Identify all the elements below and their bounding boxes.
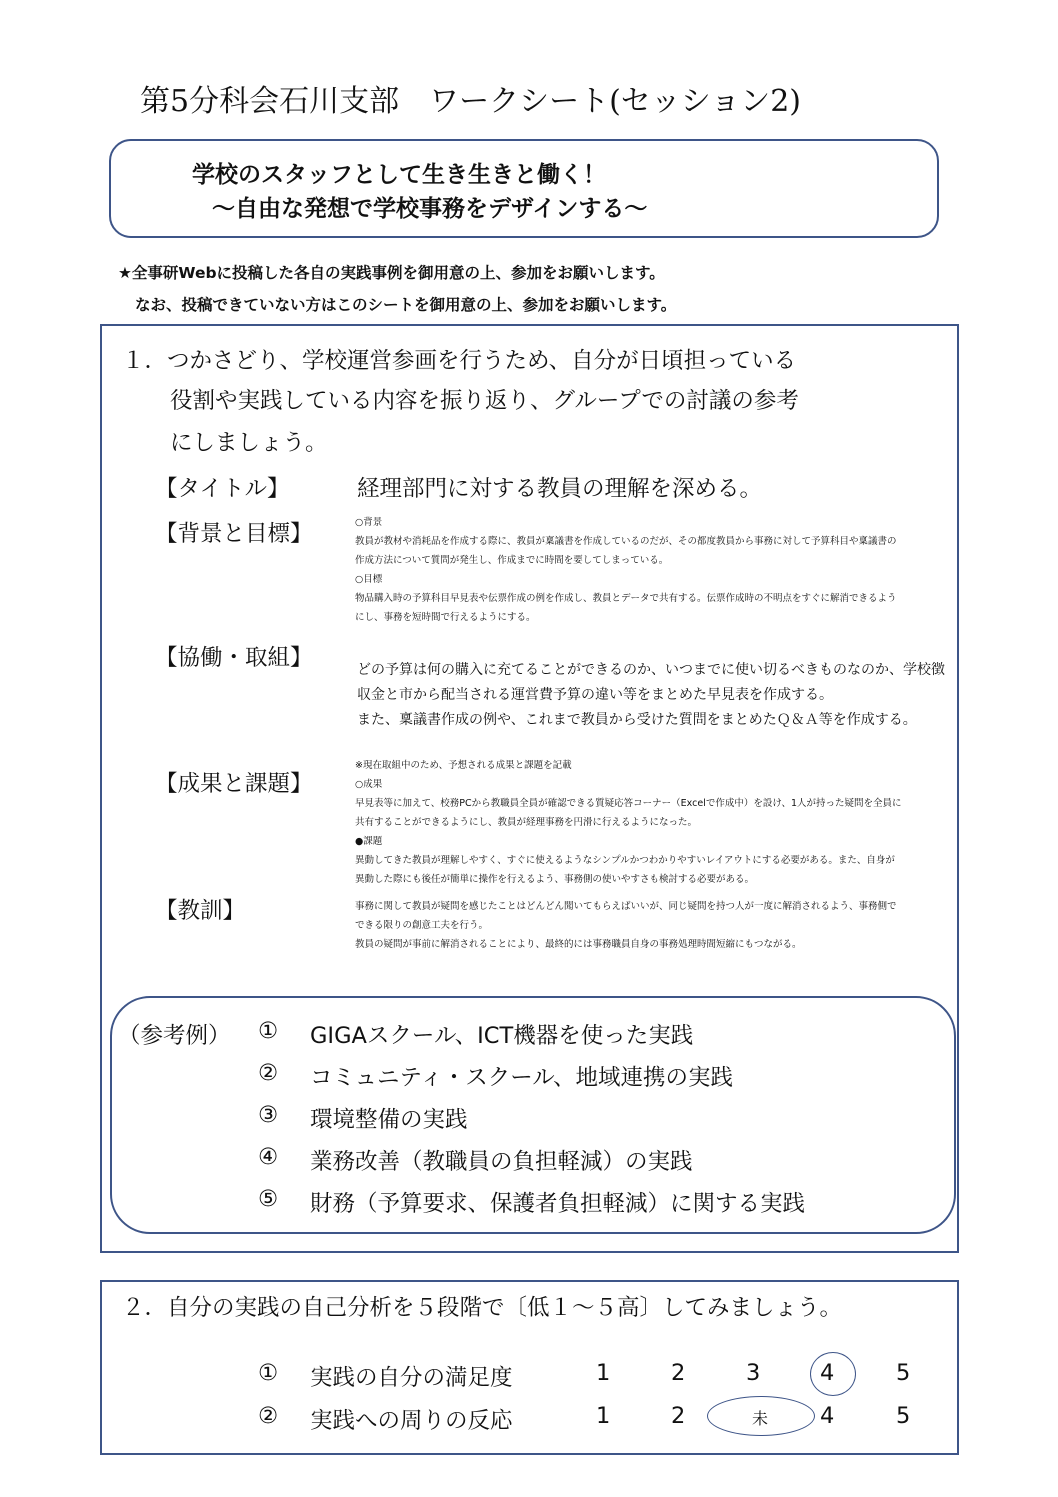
rating-num: ②	[258, 1403, 279, 1429]
background-line: ○背景	[355, 517, 383, 528]
section1-question-line3: にしましょう。	[170, 430, 328, 456]
reference-item: 環境整備の実践	[310, 1107, 468, 1133]
results-line: ●課題	[355, 836, 383, 847]
title-value: 経理部門に対する教員の理解を深める。	[357, 476, 763, 502]
theme-subheading: ～自由な発想で学校事務をデザインする～	[212, 196, 648, 222]
reference-label: （参考例）	[118, 1023, 231, 1049]
background-text	[355, 513, 897, 627]
results-line: 異動した際にも後任が簡単に操作を行えるよう、事務側の使いやすさも検討する必要がある。	[355, 874, 755, 885]
reference-num: ④	[258, 1144, 279, 1170]
rating-option: 5	[896, 1360, 911, 1386]
collab-line: 収金と市から配当される運営費予算の違い等をまとめた早見表を作成する。	[357, 687, 833, 703]
lesson-line: できる限りの創意工夫を行う。	[355, 920, 489, 931]
section1-question-line1: １．つかさどり、学校運営参画を行うため、自分が日頃担っている	[122, 348, 797, 374]
page-title: 第5分科会石川支部 ワークシート(セッション2)	[140, 84, 801, 119]
pending-note: 未	[752, 1409, 769, 1428]
collab-line: また、稟議書作成の例や、これまで教員から受けた質問をまとめたＱ＆Ａ等を作成する。	[357, 712, 917, 728]
rating-option-selected: 4	[820, 1360, 835, 1386]
lesson-line: 事務に関して教員が疑問を感じたことはどんどん聞いてもらえばいいが、同じ疑問を持つ人が一度に解消されるよう、事務側で	[355, 901, 897, 912]
results-line: 早見表等に加えて、校務PCから教職員全員が確認できる質疑応答コーナー（Excelで作成中）を設け、1人が持った疑問を全員に	[355, 798, 902, 809]
theme-heading: 学校のスタッフとして生き生きと働く！	[192, 162, 606, 188]
reference-item: コミュニティ・スクール、地域連携の実践	[310, 1065, 734, 1091]
results-line: 異動してきた教員が理解しやすく、すぐに使えるようなシンプルかつわかりやすいレイアウトにする必要がある。また、自身が	[355, 855, 895, 866]
notice-line-1: ★全事研Webに投稿した各自の実践事例を御用意の上、参加をお願いします。	[118, 264, 665, 282]
rating-option: 2	[671, 1403, 686, 1429]
reference-num: ③	[258, 1102, 279, 1128]
section1-question-line2: 役割や実践している内容を振り返り、グループでの討議の参考	[170, 388, 799, 414]
title-label: 【タイトル】	[155, 476, 290, 502]
reference-num: ⑤	[258, 1186, 279, 1212]
notice-line-2: なお、投稿できていない方はこのシートを御用意の上、参加をお願いします。	[135, 296, 677, 314]
results-line: ※現在取組中のため、予想される成果と課題を記載	[355, 760, 572, 771]
results-label: 【成果と課題】	[155, 771, 313, 797]
rating-option: 4	[820, 1403, 835, 1429]
rating-label: 実践への周りの反応	[310, 1408, 513, 1434]
reference-num: ②	[258, 1060, 279, 1086]
rating-option: 1	[596, 1403, 611, 1429]
background-line: にし、事務を短時間で行えるようにする。	[355, 612, 536, 623]
background-line: 作成方法について質問が発生し、作成までに時間を要してしまっている。	[355, 555, 669, 566]
lesson-line: 教員の疑問が事前に解消されることにより、最終的には事務職員自身の事務処理時間短縮にもつながる。	[355, 939, 802, 950]
collab-label: 【協働・取組】	[155, 645, 313, 671]
reference-item: GIGAスクール、ICT機器を使った実践	[310, 1023, 694, 1049]
background-line: ○目標	[355, 574, 383, 585]
rating-option: 1	[596, 1360, 611, 1386]
section2-question: ２．自分の実践の自己分析を５段階で〔低１～５高〕してみましょう。	[122, 1295, 843, 1321]
results-line: ○成果	[355, 779, 383, 790]
background-line: 教員が教材や消耗品を作成する際に、教員が稟議書を作成しているのだが、その都度教員から事務に対して予算科目や稟議書の	[355, 536, 897, 547]
reference-num: ①	[258, 1018, 279, 1044]
collab-line: どの予算は何の購入に充てることができるのか、いつまでに使い切るべきものなのか、学校徴	[357, 662, 945, 678]
reference-item: 業務改善（教職員の負担軽減）の実践	[310, 1149, 693, 1175]
background-label: 【背景と目標】	[155, 521, 313, 547]
reference-item: 財務（予算要求、保護者負担軽減）に関する実践	[310, 1191, 806, 1217]
collab-text	[357, 658, 945, 733]
rating-label: 実践の自分の満足度	[310, 1365, 513, 1391]
background-line: 物品購入時の予算科目早見表や伝票作成の例を作成し、教員とデータで共有する。伝票作成時の不明点をすぐに解消できるよう	[355, 593, 897, 604]
rating-num: ①	[258, 1360, 279, 1386]
rating-option: 5	[896, 1403, 911, 1429]
lesson-text	[355, 897, 897, 954]
results-text	[355, 756, 902, 889]
rating-option: 2	[671, 1360, 686, 1386]
lesson-label: 【教訓】	[155, 898, 246, 924]
results-line: 共有することができるようにし、教員が経理事務を円滑に行えるようになった。	[355, 817, 698, 828]
rating-option: 3	[746, 1360, 761, 1386]
